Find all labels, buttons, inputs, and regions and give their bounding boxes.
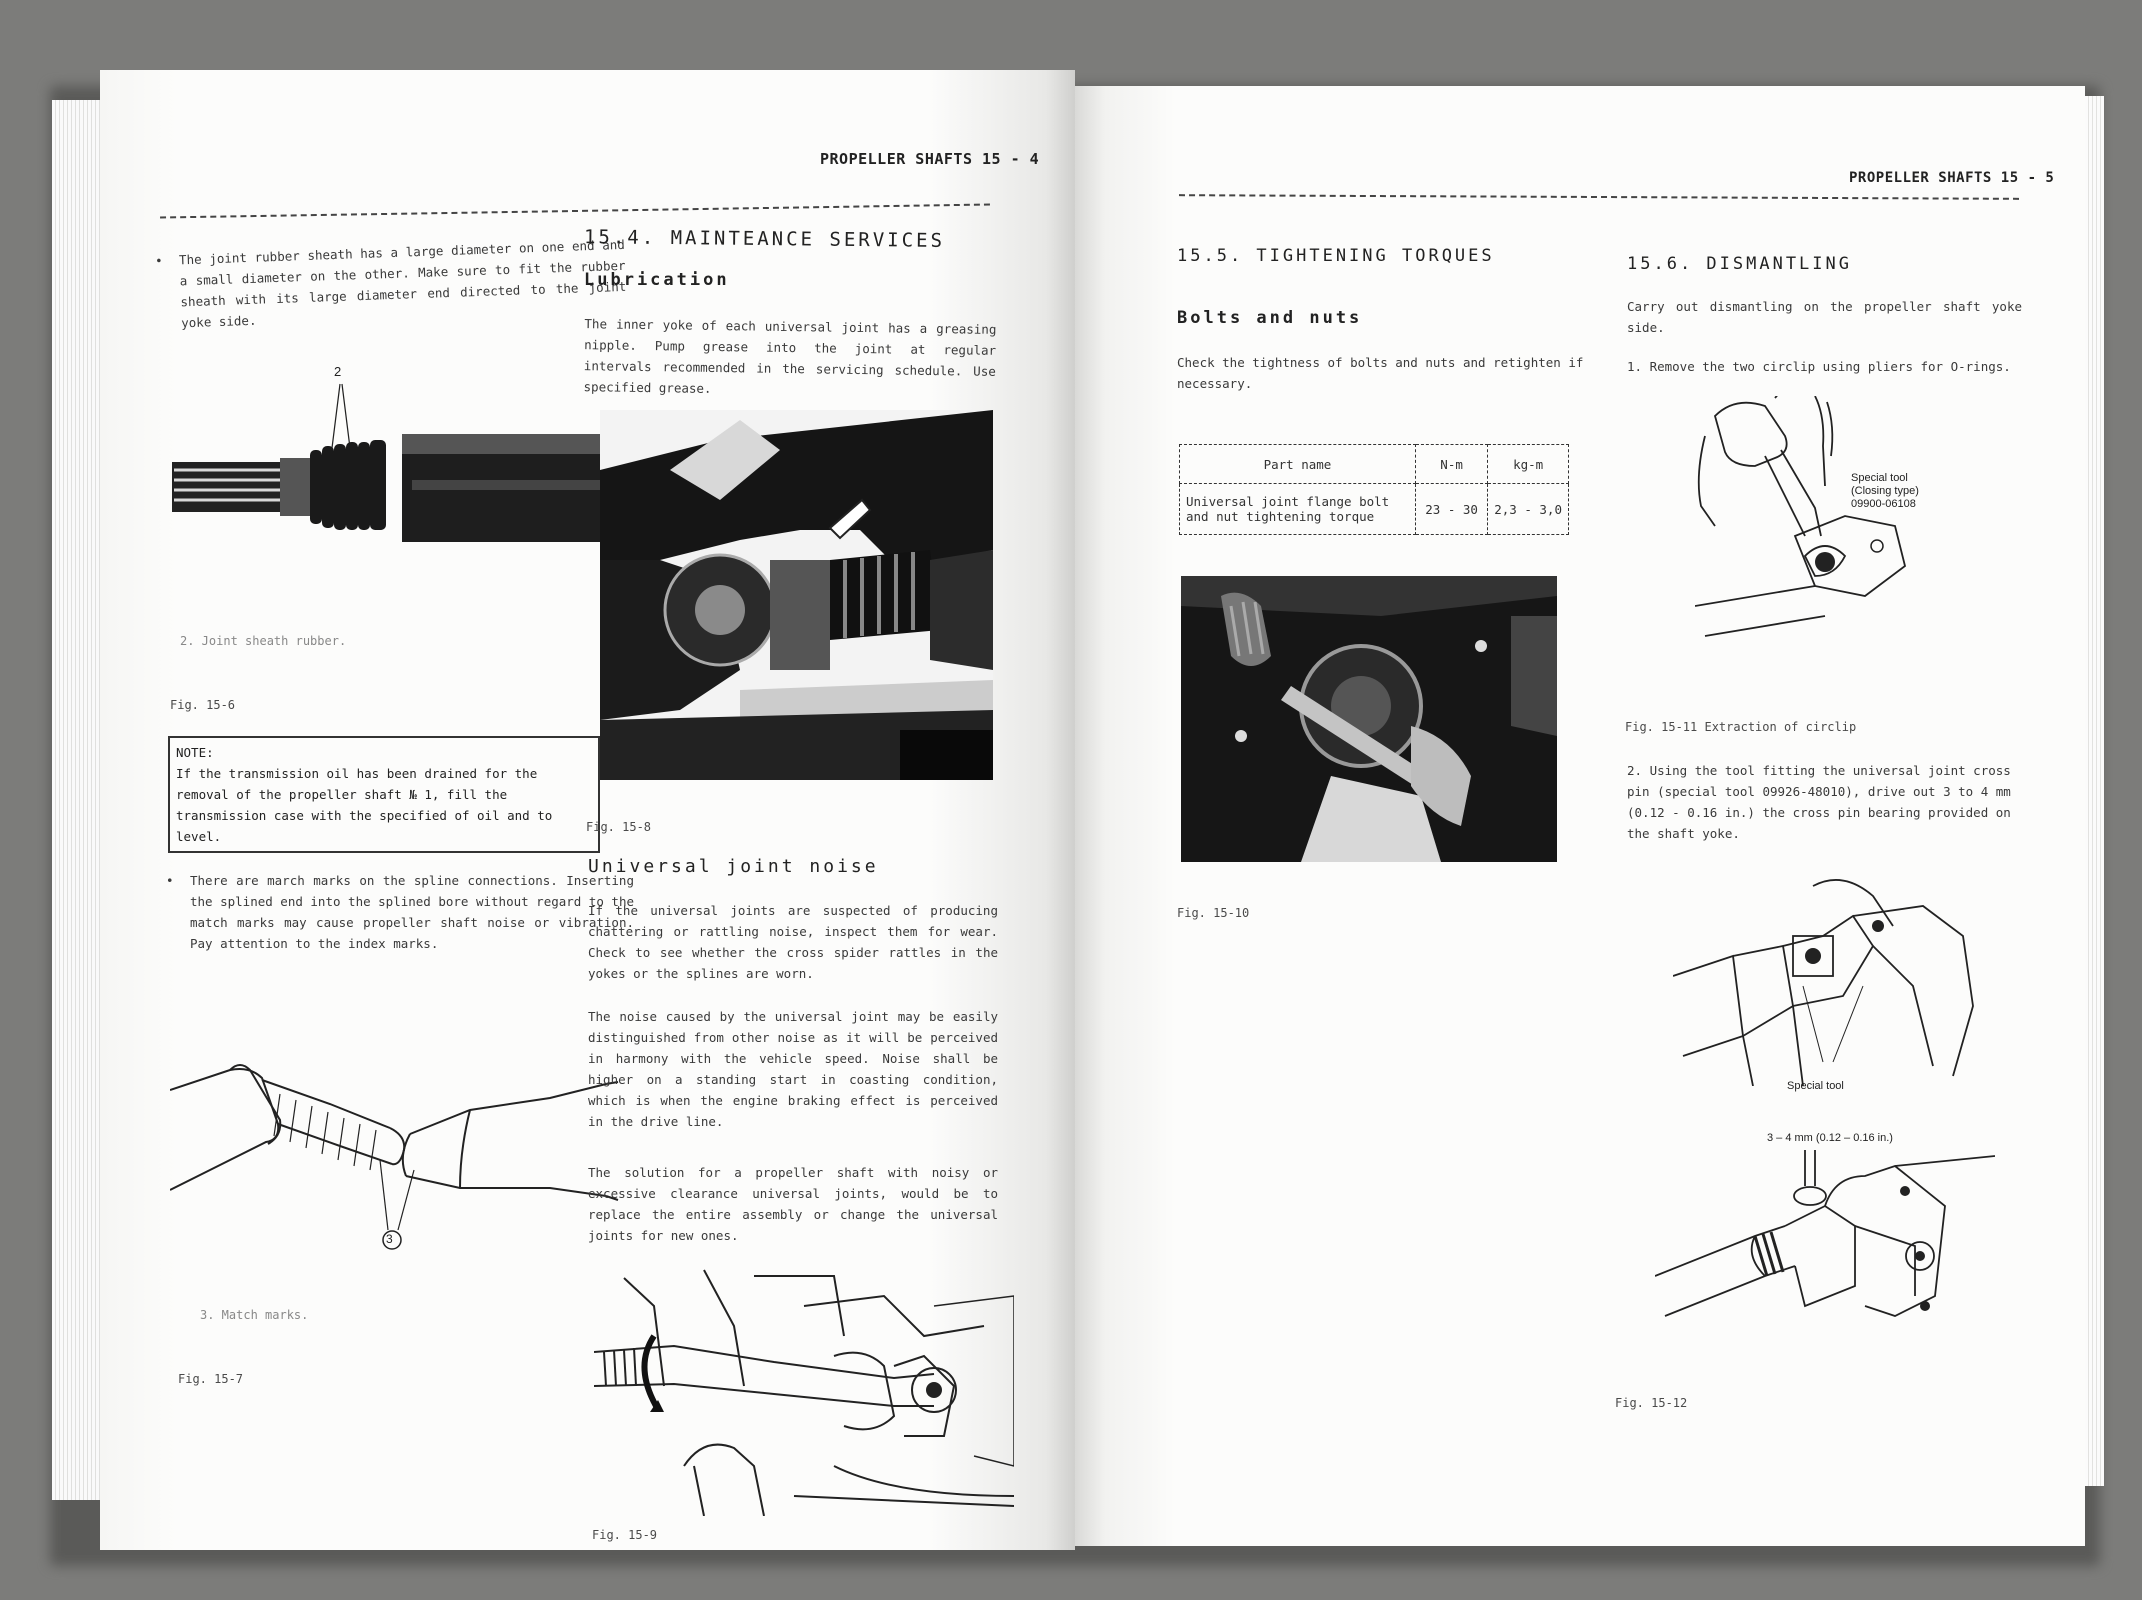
table-header-row [1180,445,1569,484]
table-row [1180,484,1569,535]
note-title: NOTE: [176,745,214,760]
table-cell-nm: 23 - 30 [1415,484,1487,535]
fig12-dimension: 3 – 4 mm (0.12 – 0.16 in.) [1767,1132,1893,1144]
table-cell-kgm: 2,3 - 3,0 [1488,484,1569,535]
right-page [1075,86,2085,1546]
fig10-label: Fig. 15-10 [1177,906,1250,920]
fig11-tool-line2: (Closing type) [1851,485,1919,497]
torque-table [1179,444,1569,535]
table-header-part: Part name [1180,445,1416,484]
lubrication-title: Lubrication [584,270,730,290]
fig10-photo [1181,576,1557,862]
table-header-nm: N-m [1415,445,1487,484]
lubrication-text: The inner yoke of each universal joint has a greasing nipple. Pump grease into the joint at regular intervals recommended in the servicing schedule. Use specified grease. [583,316,997,396]
bolts-text: Check the tightness of bolts and nuts and retighten if necessary. [1177,355,1584,391]
step-2: 2. Using the tool fitting the universal joint cross pin (special tool 09926-48010), drive out 3 to 4 mm (0.12 - 0.16 in.) the cross pin bearing provided on the shaft yoke. [1627,763,2011,841]
noise-title: Universal joint noise [588,856,879,877]
left-page [100,70,1075,1550]
header-rule-right [1179,194,2019,200]
page-header-left: PROPELLER SHAFTS 15 - 4 [820,150,1040,168]
bullet-match-marks-text: There are march marks on the spline connections. Inserting the splined end into the splined bore without regard to the match marks may cause propeller shaft noise or vibration. Pay attention to the index marks. [190,873,635,951]
fig11-illustration [1695,396,1925,646]
table-cell-part: Universal joint flange bolt and nut tightening torque [1180,484,1416,535]
fig11-tool-line1: Special tool [1851,472,1908,484]
noise-paragraph-1: If the universal joints are suspected of producing chattering or rattling noise, inspect them for wear. Check to see whether the cross spider rattles in the yokes or the splines are worn. [588,903,998,981]
noise-paragraph-3: The solution for a propeller shaft with noisy or excessive clearance universal joints, would be to replace the entire assembly or change the universal joints for new ones. [588,1165,998,1243]
fig9-illustration [594,1266,1014,1516]
fig12-label: Fig. 15-12 [1615,1396,1688,1410]
fig7-caption-item: 3. Match marks. [200,1308,309,1322]
step-1: 1. Remove the two circlip using pliers for O-rings. [1627,359,2011,374]
fig11-tool-line3: 09900-06108 [1851,498,1916,510]
note-box [168,736,600,853]
fig7-callout: 3 [386,1232,393,1246]
fig9-label: Fig. 15-9 [592,1528,658,1542]
fig7-label: Fig. 15-7 [178,1372,244,1386]
bullet-sheath: • The joint rubber sheath has a large diameter on one end and a small diameter on the other. Make sure to fit the rubber sheath with its large diameter end directed to the joint yoke side. [155,234,628,334]
fig8-photo [600,410,993,780]
fig12-tool-label: Special tool [1787,1080,1844,1092]
bullet-match-marks: • There are march marks on the spline connections. Inserting the splined end into the splined bore without regard to the match marks may cause propeller shaft noise or vibration. Pay attention to the index marks. [166,870,634,954]
page-header-right: PROPELLER SHAFTS 15 - 5 [1849,170,2055,186]
fig11-label: Fig. 15-11 Extraction of circlip [1625,720,1857,734]
fig11-tool-label [1851,472,1919,511]
dismantling-text: Carry out dismantling on the propeller shaft yoke side. [1627,299,2022,335]
fig6-illustration [172,370,632,600]
fig6-label: Fig. 15-6 [170,698,236,712]
fig12-illustration-top [1673,876,2003,1086]
section-title-15-6: 15.6. DISMANTLING [1627,254,1852,274]
bullet-sheath-text: The joint rubber sheath has a large diameter on one end and a small diameter on the other. Make sure to fit the rubber sheath with its large diameter end directed to the joint yoke side. [178,236,627,331]
note-text: If the transmission oil has been drained for the removal of the propeller shaft № 1, fill the transmission case with the specified of oil and to level. [176,766,553,844]
fig7-illustration [170,1000,620,1300]
noise-paragraph-2: The noise caused by the universal joint may be easily distinguished from other noise as it will be perceived in harmony with the vehicle speed. Noise shall be higher on a standing start in coasting condition, which is when the engine braking effect is perceived in the drive line. [588,1009,998,1129]
bolts-title: Bolts and nuts [1177,308,1363,328]
table-header-kgm: kg-m [1488,445,1569,484]
fig6-callout: 2 [334,364,342,379]
section-title-15-4: 15.4. MAINTEANCE SERVICES [583,226,946,252]
header-rule-left [160,203,990,218]
fig12-illustration-bottom [1655,1146,1995,1346]
fig6-caption-item: 2. Joint sheath rubber. [180,634,347,648]
section-title-15-5: 15.5. TIGHTENING TORQUES [1177,246,1495,266]
fig8-label: Fig. 15-8 [586,820,652,834]
